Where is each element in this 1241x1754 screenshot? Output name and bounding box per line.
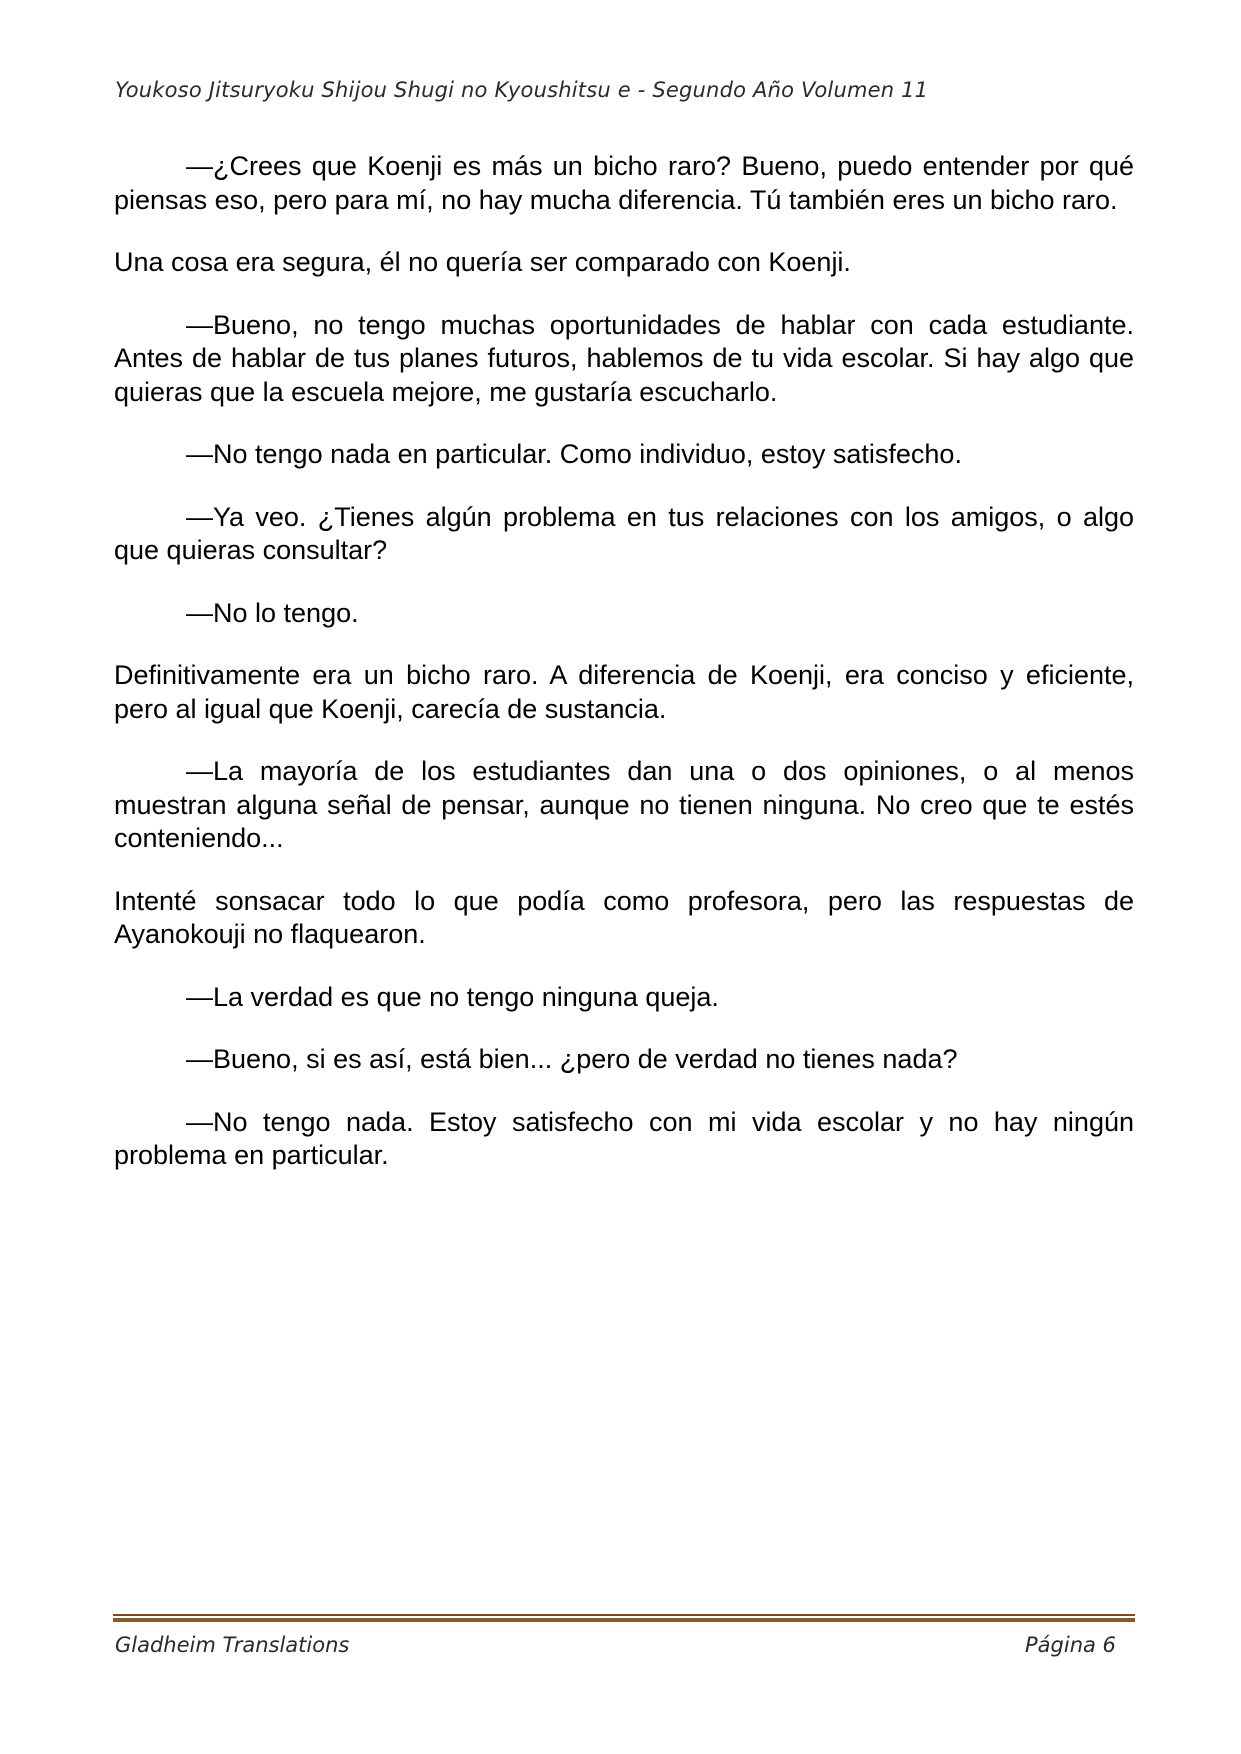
footer-page-number: Página 6: [1025, 1633, 1116, 1657]
footer-publisher: Gladheim Translations: [115, 1633, 350, 1657]
page-body: [114, 150, 1134, 1202]
paragraph: Una cosa era segura, él no quería ser comparado con Koenji.: [114, 247, 851, 277]
running-header-title: Youkoso Jitsuryoku Shijou Shugi no Kyoushitsu e - Segundo Año Volumen 11: [115, 78, 929, 102]
paragraph: —La mayoría de los estudiantes dan una o dos opiniones, o al menos muestran alguna señal de pensar, aunque no tienen ninguna. No creo que te estés conteniendo...: [114, 756, 1134, 853]
paragraph: —Bueno, si es así, está bien... ¿pero de verdad no tienes nada?: [186, 1044, 958, 1074]
footer-rule: [113, 1614, 1135, 1622]
paragraph: —La verdad es que no tengo ninguna queja.: [186, 981, 719, 1012]
paragraph: Definitivamente era un bicho raro. A diferencia de Koenji, era conciso y eficiente, pero al igual que Koenji, carecía de sustancia.: [114, 660, 1134, 724]
footer-rule-thick: [113, 1618, 1135, 1622]
paragraph: —Ya veo. ¿Tienes algún problema en tus relaciones con los amigos, o algo que quieras consultar?: [114, 501, 1134, 565]
paragraph: —No tengo nada. Estoy satisfecho con mi vida escolar y no hay ningún problema en particular.: [114, 1106, 1134, 1170]
paragraph: Intenté sonsacar todo lo que podía como profesora, pero las respuestas de Ayanokouji no flaquearon.: [114, 885, 1134, 949]
paragraph: —No tengo nada en particular. Como individuo, estoy satisfecho.: [186, 439, 962, 469]
paragraph: —Bueno, no tengo muchas oportunidades de hablar con cada estudiante. Antes de hablar de tus planes futuros, hablemos de tu vida escolar. Si hay algo que quieras que la escuela mejore, me gustaría escucharlo.: [114, 309, 1134, 407]
paragraph: —¿Crees que Koenji es más un bicho raro? Bueno, puedo entender por qué piensas eso, pero para mí, no hay mucha diferencia. Tú también eres un bicho raro.: [114, 151, 1134, 215]
footer-rule-thin: [113, 1614, 1135, 1616]
paragraph: —No lo tengo.: [186, 597, 359, 628]
